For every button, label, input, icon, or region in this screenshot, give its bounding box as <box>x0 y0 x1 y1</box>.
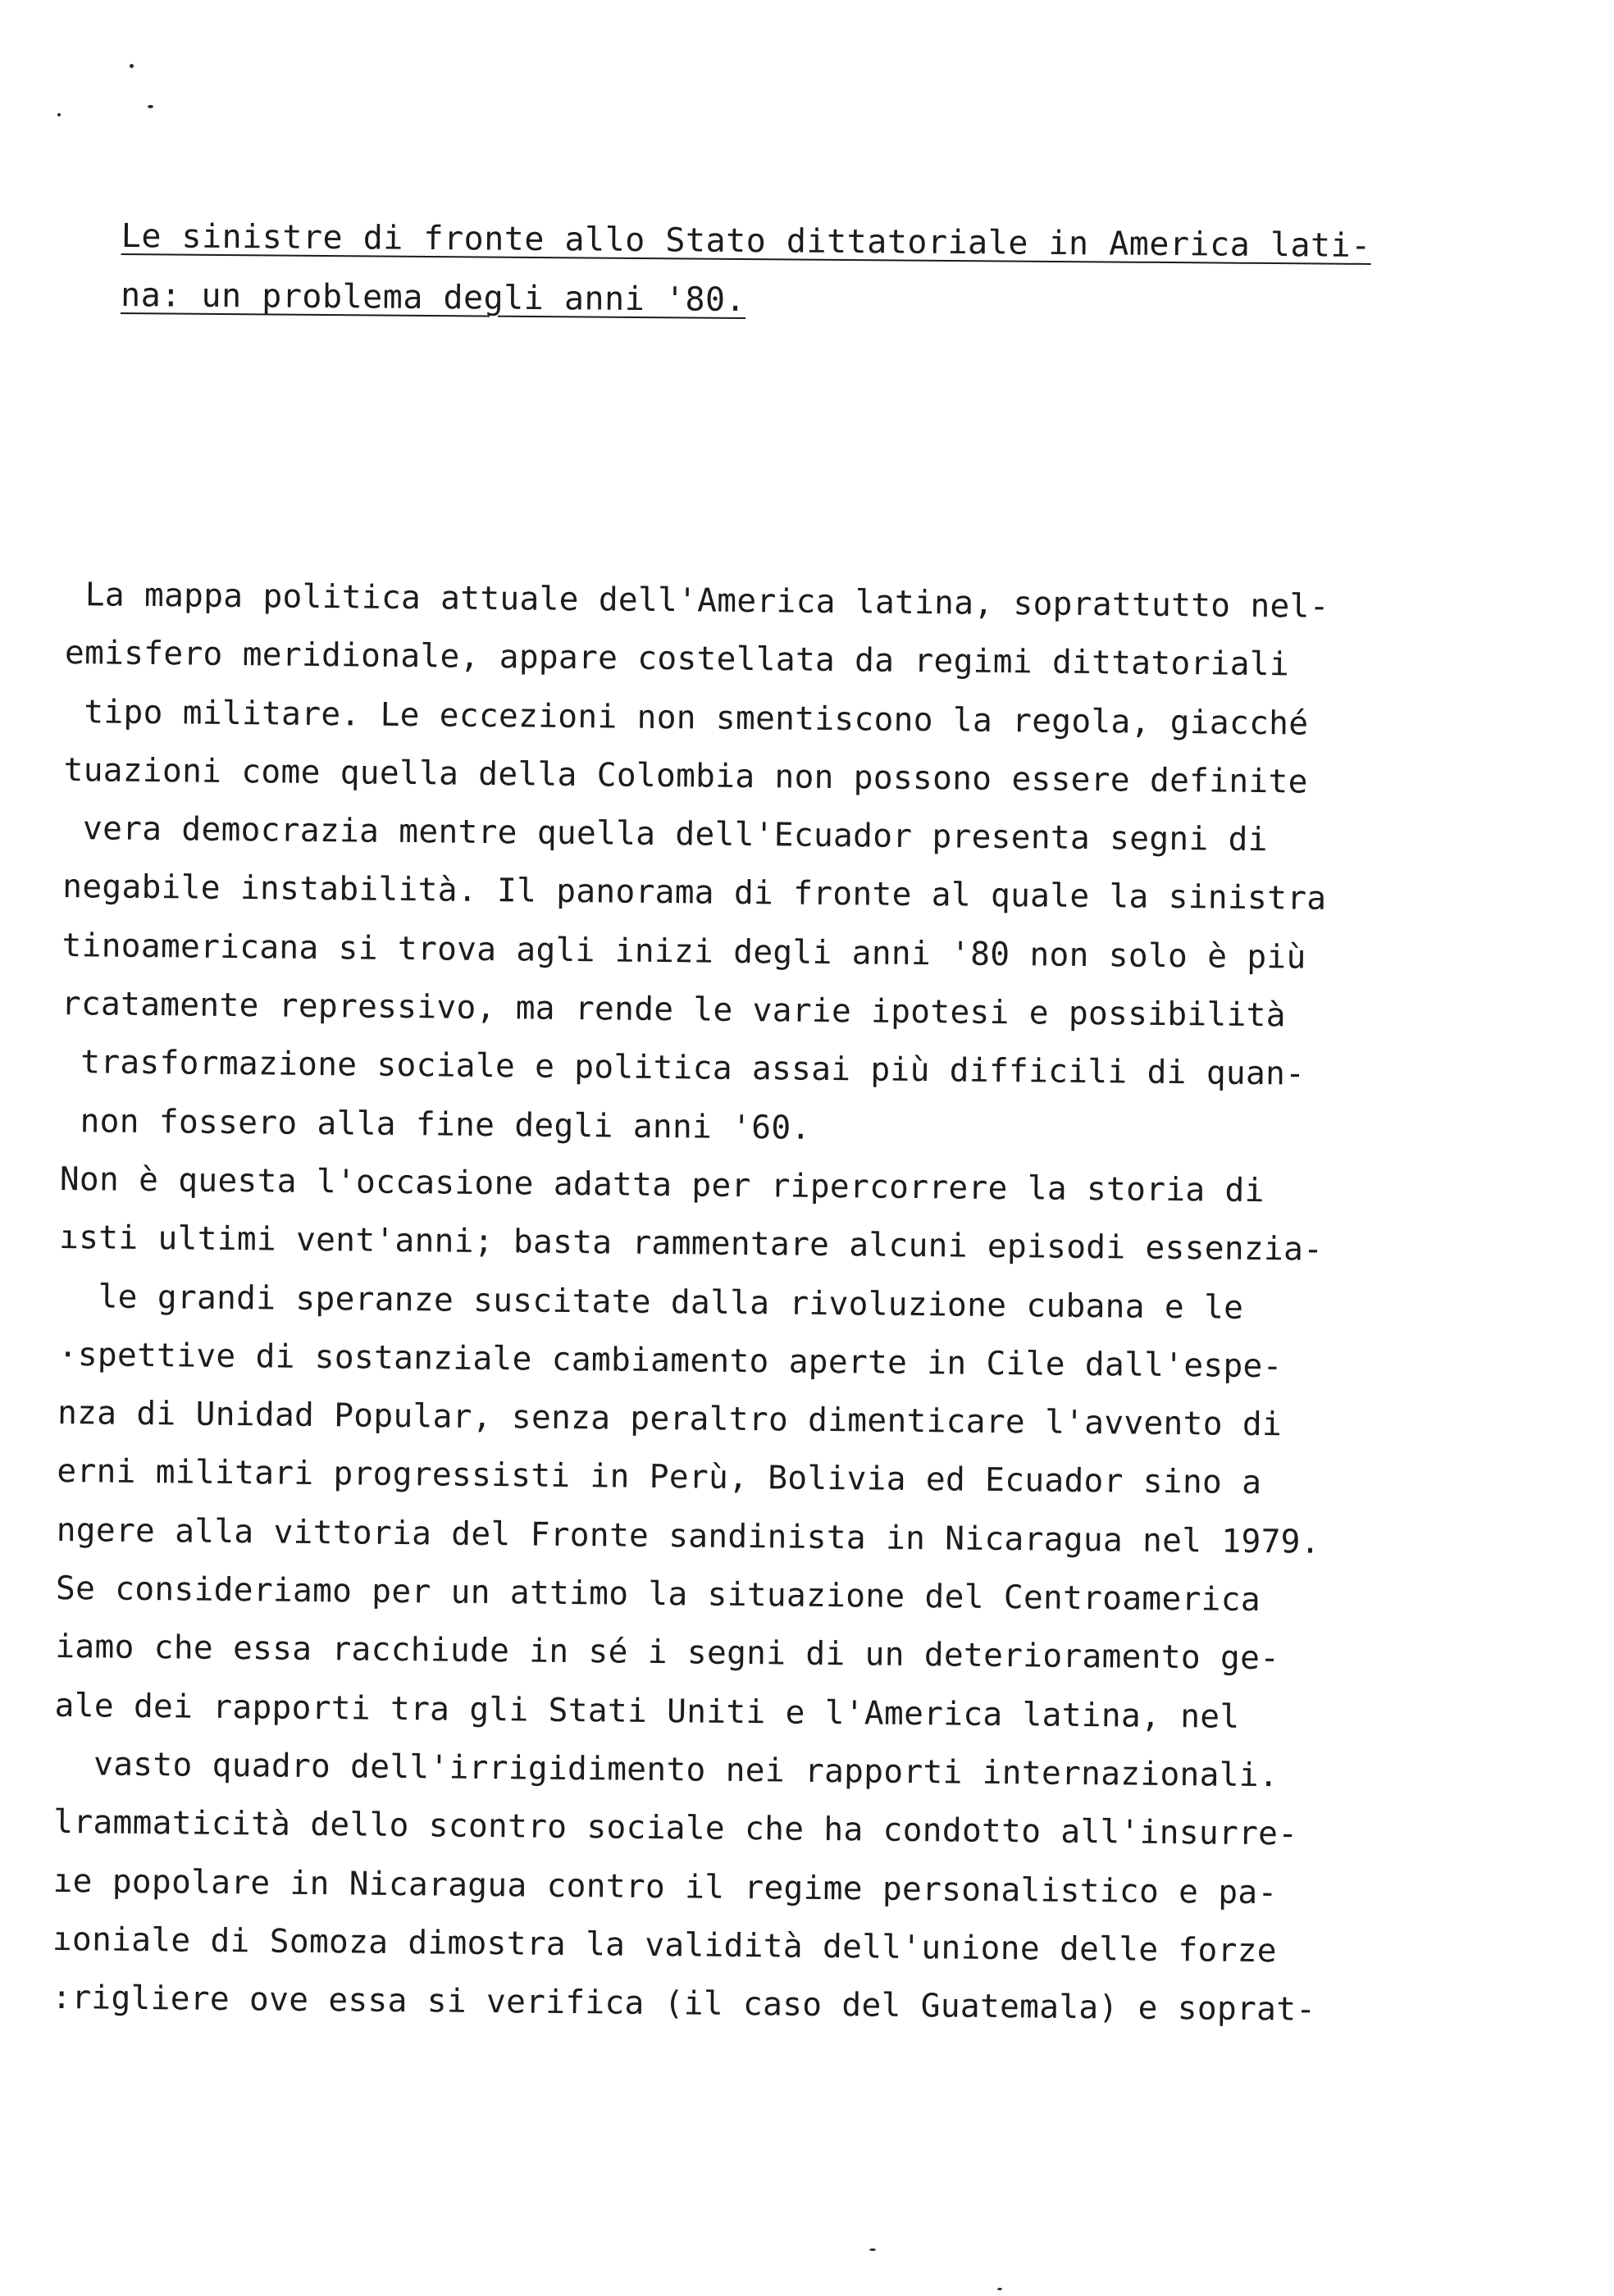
title-line: Le sinistre di fronte allo Stato dittatoriale in America lati- <box>121 216 1371 265</box>
document-body <box>52 566 1411 2040</box>
body-line: tinoamericana si trova agli inizi degli anni '80 non solo è più <box>62 926 1306 977</box>
document-title <box>121 207 1401 335</box>
scan-speck <box>997 2288 1002 2290</box>
body-line: nza di Unidad Popular, senza peraltro dimenticare l'avvento di <box>57 1394 1283 1444</box>
body-line: La mappa politica attuale dell'America latina, soprattutto nel- <box>65 575 1330 626</box>
scan-speck <box>57 113 61 116</box>
body-line: trasformazione sociale e politica assai più difficili di quan- <box>60 1043 1306 1093</box>
body-line: ale dei rapporti tra gli Stati Uniti e l'America latina, nel <box>54 1686 1240 1736</box>
body-line: rcatamente repressivo, ma rende le varie ipotesi e possibilità <box>61 985 1287 1035</box>
scan-speck <box>130 64 134 68</box>
body-line: iamo che essa racchiude in sé i segni di un deterioramento ge- <box>55 1628 1280 1678</box>
body-line: Non è questa l'occasione adatta per ripercorrere la storia di <box>59 1159 1265 1210</box>
body-line: erni militari progressisti in Perù, Bolivia ed Ecuador sino a <box>57 1452 1262 1502</box>
scan-speck <box>148 105 153 108</box>
body-line: lrammaticità dello scontro sociale che ha condotto all'insurre- <box>53 1803 1298 1853</box>
title-line: na: un problema degli anni '80. <box>120 276 746 319</box>
body-line: ısti ultimi vent'anni; basta rammentare alcuni episodi essenzia- <box>58 1219 1324 1269</box>
scan-speck <box>869 2248 876 2251</box>
body-line: ıoniale di Somoza dimostra la validità dell'unione delle forze <box>52 1920 1278 1970</box>
body-line: vera democrazia mentre quella dell'Ecuador presenta segni di <box>62 809 1269 859</box>
body-line: emisfero meridionale, appare costellata da regimi dittatoriali <box>64 634 1290 684</box>
body-line: ıe popolare in Nicaragua contro il regime personalistico e pa- <box>52 1861 1278 1911</box>
body-line: non fossero alla fine degli anni '60. <box>60 1101 811 1147</box>
body-line: tuazioni come quella della Colombia non possono essere definite <box>63 750 1308 801</box>
body-line: le grandi speranze suscitate dalla rivoluzione cubana e le <box>58 1277 1244 1327</box>
body-line: ngere alla vittoria del Fronte sandinista in Nicaragua nel 1979. <box>56 1510 1321 1561</box>
body-line: ·spettive di sostanziale cambiamento aperte in Cile dall'espe- <box>57 1335 1283 1386</box>
body-line: Se consideriamo per un attimo la situazione del Centroamerica <box>55 1569 1261 1620</box>
body-line: negabile instabilità. Il panorama di fronte al quale la sinistra <box>62 868 1327 918</box>
body-line: tipo militare. Le eccezioni non smentiscono la regola, giacché <box>64 692 1309 743</box>
body-line: :rigliere ove essa si verifica (il caso del Guatemala) e soprat- <box>52 1979 1316 2029</box>
body-line: vasto quadro dell'irrigidimento nei rapporti internazionali. <box>53 1744 1279 1795</box>
